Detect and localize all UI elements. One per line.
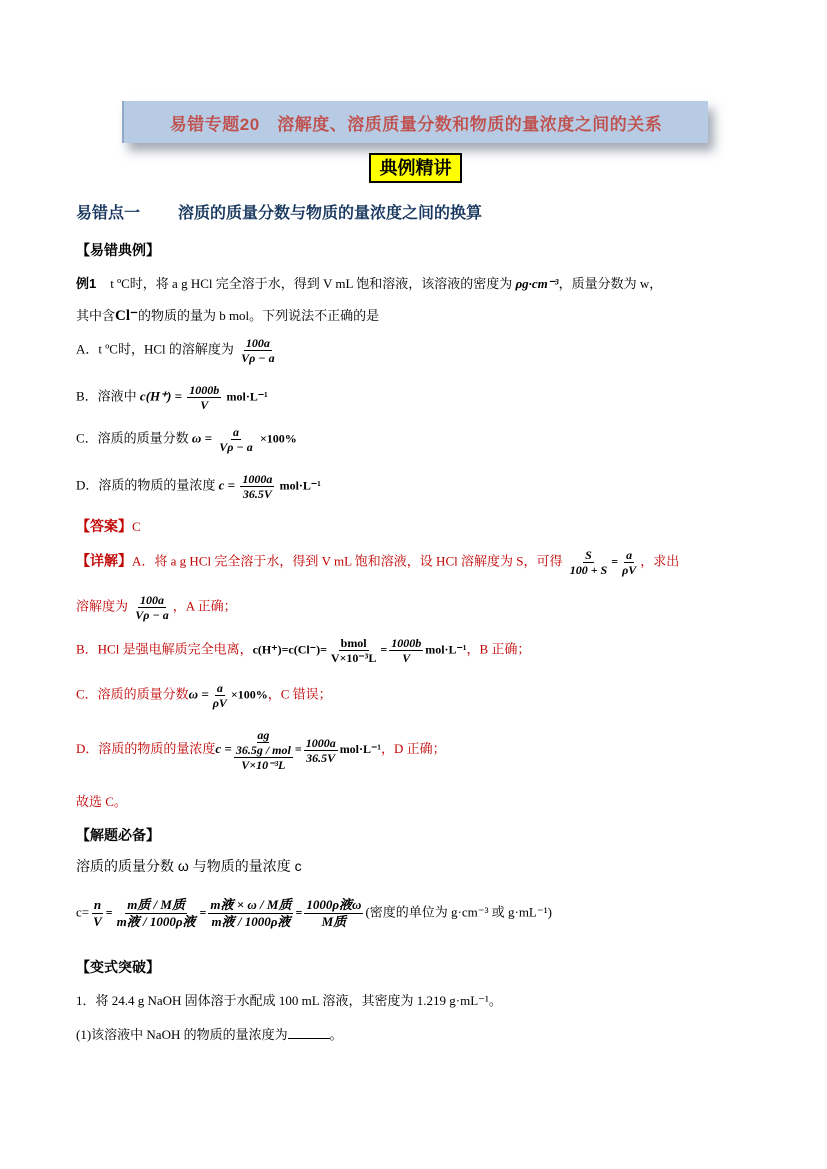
equals-sign: =	[611, 554, 619, 569]
explain-c-end: ，C 错误；	[267, 686, 332, 702]
explain-b-lhs: c(H⁺)=c(Cl⁻)=	[252, 642, 327, 657]
explain-b-frac-1	[329, 636, 378, 665]
frac-den: 36.5V	[306, 750, 336, 765]
explain-b-line	[76, 636, 530, 665]
frac-den: V	[200, 398, 209, 412]
essentials-line: 溶质的质量分数 ω 与物质的量浓度 c	[76, 858, 302, 874]
formula-frac-4	[304, 897, 363, 930]
explain-b-unit: mol·L⁻¹	[425, 642, 467, 657]
explain-c-line	[76, 681, 332, 710]
explain-d-complex-frac	[234, 728, 293, 772]
frac-den: Vρ − a	[241, 351, 275, 365]
answer-value: C	[132, 519, 141, 534]
explain-a2-text: 溶解度为	[76, 598, 129, 614]
option-c-fraction	[217, 425, 254, 454]
explain-a-text: A．将 a g HCl 完全溶于水，得到 V mL 饱和溶液，设 HCl 溶解度为 S，可得	[132, 553, 563, 569]
explain-a2-end: ，A 正确；	[172, 598, 237, 614]
banner-title: 易错专题20 溶解度、溶质质量分数和物质的量浓度之间的关系	[169, 115, 663, 134]
explain-d-frac-2	[304, 736, 338, 765]
frac-den: 36.5V	[242, 487, 272, 501]
title-banner	[122, 101, 708, 143]
answer-line	[76, 516, 141, 536]
frac-den: ρV	[212, 696, 227, 710]
variant-q1-1-text: (1)该溶液中 NaOH 的物质的量浓度为	[76, 1027, 288, 1042]
option-b-fraction	[187, 383, 221, 412]
example-text-1-end: ，质量分数为 w，	[558, 276, 663, 291]
conclusion: 故选 C。	[76, 794, 127, 809]
density-unit: ρg·cm⁻³	[515, 276, 559, 291]
frac-den: Vρ − a	[219, 440, 253, 454]
frac-den: ρV	[622, 563, 637, 577]
inner-den: 36.5g / mol	[235, 743, 291, 757]
frac-num: 1000a	[242, 472, 273, 486]
explain-a-frac-1	[568, 548, 610, 577]
frac-num: m液 × ω / M质	[210, 897, 292, 912]
frac-den: 100 + S	[569, 563, 608, 577]
section-label: 易错点一	[76, 205, 141, 222]
explain-a2-frac	[133, 593, 170, 622]
example-text-2a: 其中含	[76, 308, 116, 323]
frac-den: m液 / 1000ρ液	[116, 914, 196, 929]
option-b-lhs: c(H⁺) =	[139, 388, 182, 404]
option-b-unit: mol·L⁻¹	[226, 389, 268, 404]
frac-num: S	[585, 548, 592, 562]
option-d	[76, 472, 321, 501]
frac-num: n	[93, 897, 102, 912]
section-title: 溶质的质量分数与物质的量浓度之间的换算	[178, 205, 483, 222]
explain-c-unit: ×100%	[230, 687, 268, 702]
explain-b-text: B．HCl 是强电解质完全电离，	[76, 641, 253, 657]
explain-a-frac-2	[620, 548, 638, 577]
explain-a-end: ，求出	[640, 553, 680, 569]
explain-a-line-1	[76, 548, 679, 577]
frac-num: 100a	[245, 336, 270, 350]
frac-num: a	[626, 548, 633, 562]
variant-tag: 【变式突破】	[76, 959, 160, 975]
option-a	[76, 336, 279, 365]
explain-b-frac-2	[389, 636, 423, 665]
frac-den: V	[93, 914, 102, 929]
frac-num: a	[232, 425, 239, 439]
frac-den: V×10⁻³L	[330, 651, 377, 665]
frac-num: 1000ρ液ω	[306, 897, 362, 912]
option-a-text: A．t ºC时，HCl 的溶解度为	[76, 341, 234, 357]
example-text-1: t ºC时，将 a g HCl 完全溶于水，得到 V mL 饱和溶液，该溶液的密度为	[110, 276, 513, 291]
answer-tag: 【答案】	[76, 518, 132, 534]
example-line-2	[76, 305, 379, 325]
option-c	[76, 425, 297, 454]
option-d-fraction	[240, 472, 274, 501]
explain-d-end: ，D 正确；	[380, 740, 446, 756]
option-b	[76, 383, 268, 412]
frac-num: m质 / M质	[127, 897, 185, 912]
option-d-unit: mol·L⁻¹	[279, 478, 321, 493]
frac-num: 100a	[140, 593, 164, 607]
frac-num: bmol	[340, 636, 367, 650]
equals-sign: =	[380, 642, 388, 657]
density-unit-note: (密度的单位为 g·cm⁻³ 或 g·mL⁻¹)	[365, 904, 552, 920]
example-tag: 【易错典例】	[76, 242, 160, 258]
explain-c-frac	[211, 681, 229, 710]
example-label: 例1	[76, 276, 97, 291]
chloride-ion: Cl⁻	[115, 308, 138, 324]
answer-blank[interactable]	[288, 1038, 330, 1039]
variant-q1: 1．将 24.4 g NaOH 固体溶于水配成 100 mL 溶液，其密度为 1.219 g·mL⁻¹。	[76, 993, 502, 1008]
section-heading	[76, 200, 482, 223]
formula-frac-1	[91, 897, 104, 930]
explain-d-unit: mol·L⁻¹	[339, 741, 381, 756]
explain-c-lhs: ω =	[188, 686, 209, 702]
frac-den: Vρ − a	[135, 608, 169, 622]
explain-a-line-2	[76, 593, 237, 622]
example-text-2b: 的物质的量为 b mol。下列说法不正确的是	[137, 308, 380, 323]
frac-den: M质	[321, 914, 347, 929]
example-line-1	[76, 273, 662, 292]
frac-num: a	[216, 681, 223, 695]
section-badge: 典例精讲	[369, 153, 462, 183]
frac-den: V	[402, 651, 411, 665]
formula-c: c=	[76, 904, 90, 920]
option-b-text: B．溶液中	[76, 388, 137, 404]
option-a-fraction	[239, 336, 276, 365]
frac-num: 1000a	[305, 735, 336, 750]
frac-den: V×10⁻³L	[241, 758, 286, 772]
option-d-text: D．溶质的物质的量浓度	[76, 477, 216, 493]
option-c-unit: ×100%	[259, 431, 297, 446]
variant-q1-1	[76, 1024, 343, 1043]
option-d-lhs: c =	[218, 477, 236, 493]
explain-d-lhs: c =	[215, 740, 232, 756]
explain-c-text: C．溶质的质量分数	[76, 686, 189, 702]
frac-num: 1000b	[391, 636, 422, 650]
essentials-formula: c= $\frac{n}{V}$ = $\frac{\text{m质 / M质}}{\text{m液 / 1000ρ液}}$ = $\frac{\text{m液 × ω / M质}}{\text{m液 / 1000ρ液}}$ = $\frac{\text{1000ρ液ω}}{\text{M质}}$ (密度的单位为 g·cm⁻³ 或 g·mL⁻¹)	[76, 897, 552, 929]
explain-b-end: ，B 正确；	[466, 641, 531, 657]
option-c-text: C．溶质的质量分数	[76, 430, 189, 446]
complex-numerator	[234, 728, 293, 758]
frac-num: 1000b	[189, 383, 220, 397]
frac-den: m液 / 1000ρ液	[211, 914, 291, 929]
equals-sign: =	[294, 741, 302, 756]
essentials-tag: 【解题必备】	[76, 827, 160, 843]
explain-d-text: D．溶质的物质的量浓度	[76, 740, 216, 756]
formula-frac-3	[208, 897, 293, 930]
variant-q1-1-end: 。	[329, 1027, 343, 1042]
explain-tag: 【详解】	[76, 552, 132, 569]
formula-frac-2	[115, 897, 198, 930]
explain-d-line	[76, 728, 446, 772]
option-c-lhs: ω =	[191, 430, 212, 446]
inner-num: ag	[257, 728, 270, 742]
